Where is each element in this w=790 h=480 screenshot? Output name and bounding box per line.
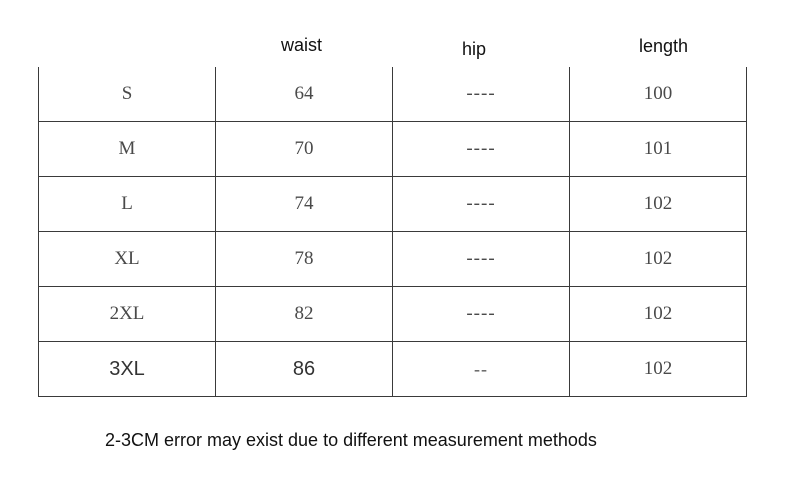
waist-cell: 74 — [216, 177, 393, 232]
hip-cell: ---- — [393, 122, 570, 177]
table-row — [39, 232, 747, 287]
waist-cell: 86 — [216, 342, 393, 397]
waist-cell: 78 — [216, 232, 393, 287]
size-chart-table — [38, 67, 747, 397]
length-cell: 102 — [570, 177, 747, 232]
header-waist: waist — [281, 35, 323, 55]
waist-cell: 70 — [216, 122, 393, 177]
table-row — [39, 177, 747, 232]
table-row — [39, 287, 747, 342]
length-cell: 102 — [570, 287, 747, 342]
table-row — [39, 122, 747, 177]
length-cell: 100 — [570, 67, 747, 122]
size-cell: 2XL — [39, 287, 216, 342]
hip-cell: ---- — [393, 177, 570, 232]
size-cell: XL — [39, 232, 216, 287]
hip-cell: ---- — [393, 287, 570, 342]
measurement-footnote: 2-3CM error may exist due to different measurement methods — [105, 430, 597, 450]
length-cell: 101 — [570, 122, 747, 177]
size-cell: M — [39, 122, 216, 177]
length-cell: 102 — [570, 232, 747, 287]
table-row — [39, 342, 747, 397]
waist-cell: 64 — [216, 67, 393, 122]
hip-cell: ---- — [393, 67, 570, 122]
hip-cell: -- — [393, 342, 570, 397]
header-hip: hip — [462, 39, 487, 59]
waist-cell: 82 — [216, 287, 393, 342]
hip-cell: ---- — [393, 232, 570, 287]
header-length: length — [639, 36, 689, 56]
size-cell: S — [39, 67, 216, 122]
size-cell: 3XL — [39, 342, 216, 397]
size-cell: L — [39, 177, 216, 232]
table-row — [39, 67, 747, 122]
length-cell: 102 — [570, 342, 747, 397]
